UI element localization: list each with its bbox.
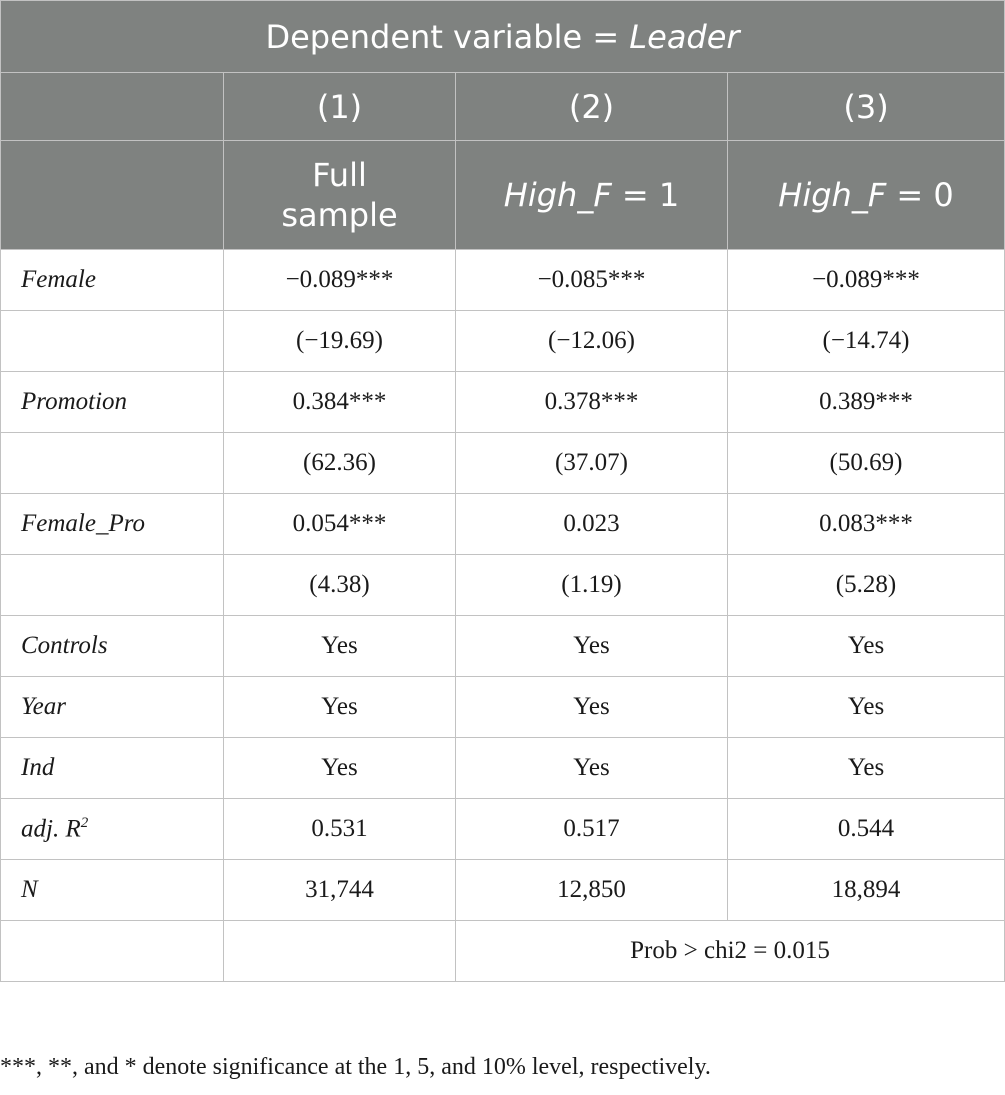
row-label: Female_Pro (1, 494, 224, 555)
column-subhead-1 (224, 141, 456, 250)
table-row (1, 799, 1005, 860)
column-number-2: (2) (456, 73, 728, 141)
cell-col2: 0.023 (456, 494, 728, 555)
cell-col1: (4.38) (224, 555, 456, 616)
header-blank-cell (1, 141, 224, 250)
row-label (1, 921, 224, 982)
row-label: Year (1, 677, 224, 738)
cell-col2: (1.19) (456, 555, 728, 616)
row-label (1, 799, 224, 860)
table-row (1, 555, 1005, 616)
table-title-prefix: Dependent variable = (265, 17, 630, 56)
cell-col1: (62.36) (224, 433, 456, 494)
table-title (1, 1, 1005, 73)
row-label-text: adj. R (21, 815, 81, 843)
cell-col3: Yes (728, 738, 1005, 799)
subhead-line1: Full (312, 156, 367, 194)
cell-col3: (5.28) (728, 555, 1005, 616)
cell-col2: −0.085*** (456, 250, 728, 311)
table-title-variable: Leader (629, 17, 740, 56)
cell-col2: (37.07) (456, 433, 728, 494)
cell-col2: 12,850 (456, 860, 728, 921)
cell-col1: −0.089*** (224, 250, 456, 311)
cell-col1 (224, 921, 456, 982)
cell-col3: (−14.74) (728, 311, 1005, 372)
row-label: Promotion (1, 372, 224, 433)
cell-col3: Yes (728, 616, 1005, 677)
row-label: Female (1, 250, 224, 311)
cell-col2: Yes (456, 616, 728, 677)
subhead-condition: = 1 (611, 176, 680, 214)
row-label (1, 433, 224, 494)
cell-col3: (50.69) (728, 433, 1005, 494)
row-label: Ind (1, 738, 224, 799)
table-row (1, 433, 1005, 494)
cell-col2: 0.378*** (456, 372, 728, 433)
subhead-variable: High_F (778, 176, 887, 214)
row-label-superscript: 2 (80, 814, 89, 831)
table-row (1, 860, 1005, 921)
cell-col2: Yes (456, 738, 728, 799)
table-row (1, 677, 1005, 738)
table-row (1, 738, 1005, 799)
cell-col1: 31,744 (224, 860, 456, 921)
test-row (1, 921, 1005, 982)
chi2-test-cell: Prob > chi2 = 0.015 (456, 921, 1005, 982)
table-row (1, 311, 1005, 372)
cell-col1: 0.054*** (224, 494, 456, 555)
subhead-line2: sample (281, 196, 398, 234)
table-row (1, 494, 1005, 555)
cell-col3: 0.544 (728, 799, 1005, 860)
column-subhead-3 (728, 141, 1005, 250)
cell-col1: (−19.69) (224, 311, 456, 372)
cell-col2: 0.517 (456, 799, 728, 860)
cell-col1: Yes (224, 616, 456, 677)
column-number-3: (3) (728, 73, 1005, 141)
cell-col1: Yes (224, 677, 456, 738)
table-row (1, 616, 1005, 677)
row-label (1, 555, 224, 616)
subhead-condition: = 0 (886, 176, 954, 214)
cell-col1: 0.384*** (224, 372, 456, 433)
cell-col3: Yes (728, 677, 1005, 738)
row-label: Controls (1, 616, 224, 677)
header-blank-cell (1, 73, 224, 141)
table-footnote: ***, **, and * denote significance at the 1, 5, and 10% level, respectively. (0, 1054, 711, 1080)
column-number-1: (1) (224, 73, 456, 141)
row-label (1, 311, 224, 372)
table-row (1, 372, 1005, 433)
table-row (1, 250, 1005, 311)
cell-col3: 18,894 (728, 860, 1005, 921)
column-subhead-2 (456, 141, 728, 250)
cell-col1: 0.531 (224, 799, 456, 860)
cell-col2: (−12.06) (456, 311, 728, 372)
cell-col3: −0.089*** (728, 250, 1005, 311)
cell-col3: 0.389*** (728, 372, 1005, 433)
cell-col1: Yes (224, 738, 456, 799)
subhead-variable: High_F (503, 176, 612, 214)
cell-col2: Yes (456, 677, 728, 738)
cell-col3: 0.083*** (728, 494, 1005, 555)
row-label: N (1, 860, 224, 921)
